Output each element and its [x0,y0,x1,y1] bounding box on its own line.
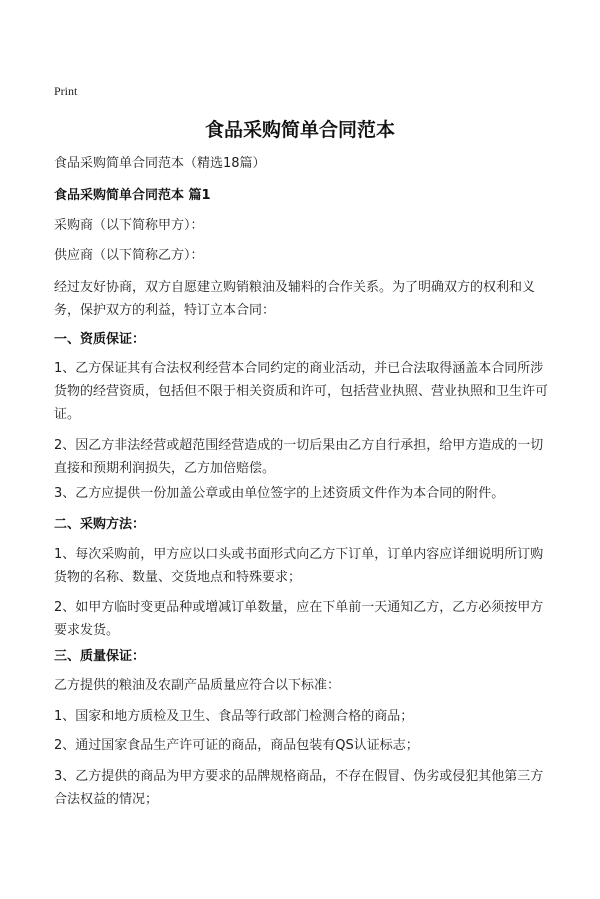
paragraph-clause-3-3: 3、乙方提供的商品为甲方要求的品牌规格商品，不存在假冒、伪劣或侵犯其他第三方合法权益的情况； [54,769,544,807]
paragraph-clause-2-2: 2、如甲方临时变更品种或增减订单数量，应在下单前一天通知乙方，乙方必须按甲方要求发货。 [54,600,544,638]
paragraph-preamble: 经过友好协商，双方自愿建立购销粮油及辅料的合作关系。为了明确双方的权利和义务，保护双方的利益，特订立本合同： [54,280,536,318]
paragraph-heading-3: 三、质量保证： [54,649,146,664]
paragraph-heading-1: 一、资质保证： [54,332,146,347]
print-label: Print [54,84,78,98]
paragraph-clause-3-intro: 乙方提供的粮油及农副产品质量应符合以下标准： [54,678,341,693]
paragraph-buyer: 采购商（以下简称甲方）： [54,218,204,233]
paragraph-clause-1-3: 3、乙方应提供一份加盖公章或由单位签字的上述资质文件作为本合同的附件。 [54,486,505,501]
paragraph-clause-2-1: 1、每次采购前，甲方应以口头或书面形式向乙方下订单，订单内容应详细说明所订购货物的名称、数量、交货地点和特殊要求； [54,547,544,585]
paragraph-clause-1-2: 2、因乙方非法经营或超范围经营造成的一切后果由乙方自行承担，给甲方造成的一切直接和预期利润损失，乙方加倍赔偿。 [54,438,544,476]
paragraph-section-title: 食品采购简单合同范本 篇1 [54,188,211,203]
paragraph-heading-2: 二、采购方法： [54,517,146,532]
paragraph-clause-3-1: 1、国家和地方质检及卫生、食品等行政部门检测合格的商品； [54,709,414,724]
paragraph-clause-1-1: 1、乙方保证其有合法权利经营本合同约定的商业活动，并已合法取得涵盖本合同所涉货物的经营资质，包括但不限于相关资质和许可，包括营业执照、营业执照和卫生许可证。 [54,361,549,422]
paragraph-clause-3-2: 2、通过国家食品生产许可证的商品，商品包装有QS认证标志； [54,738,419,753]
paragraph-subtitle: 食品采购简单合同范本（精选18篇） [54,156,266,171]
document-title: 食品采购简单合同范本 [204,119,395,141]
paragraph-supplier: 供应商（以下简称乙方）： [54,248,204,263]
